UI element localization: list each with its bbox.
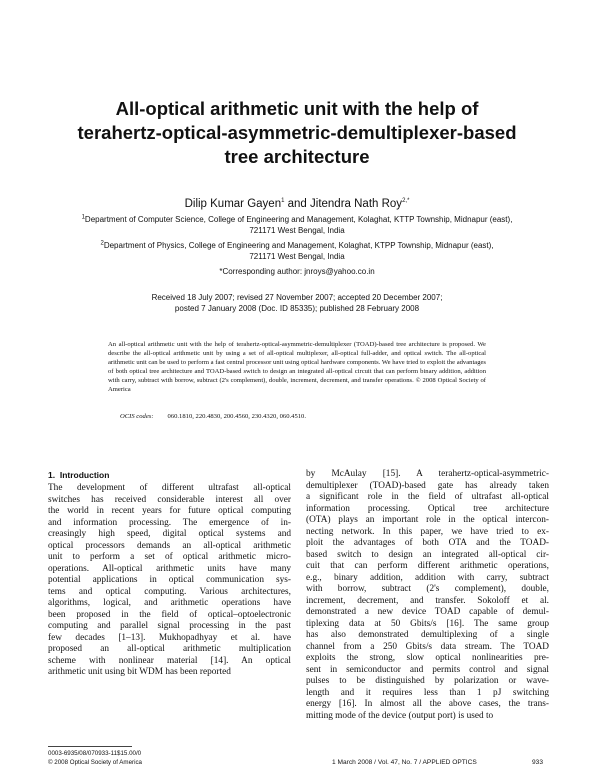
- body-text-line: and information processing. The emergence of in-: [48, 517, 291, 528]
- affiliation-marker: 2: [100, 240, 104, 247]
- ocis-values: 060.1810, 220.4830, 200.4560, 230.4320, 060.4510.: [167, 413, 306, 420]
- body-text-line: based switch to design an integrated all-optical cir-: [306, 549, 549, 560]
- body-text-line: exploits the strong, slow optical nonlinearities pre-: [306, 653, 549, 663]
- body-text-line: computing and parallel signal processing in the past: [48, 621, 291, 631]
- body-text-line: switches has received considerable interest all over: [48, 494, 291, 505]
- body-text-line: channel from a 250 Gbits/s data stream. The TOAD: [306, 641, 549, 652]
- page-number: 933: [532, 759, 544, 766]
- body-text-line: tems and optical computing. Various architectures,: [48, 586, 291, 597]
- section-heading: [48, 470, 109, 480]
- body-text-line: length and it requires less than 1 pJ switching: [306, 687, 549, 698]
- affiliation-text: Department of Physics, College of Engineering and Management, Kolaghat, KTPP Township, Midnapur (east),: [103, 241, 494, 250]
- author-affiliation-marker: 1: [281, 198, 285, 205]
- dates-line: Received 18 July 2007; revised 27 November 2007; accepted 20 December 2007;: [151, 293, 443, 302]
- body-text-line: scheme with nonlinear material [14]. An optical: [48, 655, 291, 666]
- body-text-line: operations. All-optical arithmetic units have many: [48, 563, 291, 574]
- body-column-left: [48, 483, 291, 679]
- section-number: 1.: [48, 470, 56, 480]
- affiliation-text: 721171 West Bengal, India: [249, 226, 345, 235]
- body-text-line: The development of different ultrafast all-optical: [48, 483, 291, 493]
- corresponding-author: *Corresponding author: jnroys@yahoo.co.in: [219, 267, 375, 276]
- body-text-line: demonstrated a new device TOAD capable of demul-: [306, 607, 549, 617]
- issn-footnote: 0003-6935/08/070933-11$15.00/0: [48, 750, 142, 757]
- body-text-line: the world in recent years for future optical computing: [48, 506, 291, 516]
- copyright-footnote: © 2008 Optical Society of America: [48, 759, 142, 766]
- body-text-line: demultiplexer (TOAD)-based gate has already taken: [306, 480, 549, 491]
- publication-dates: [30, 292, 564, 314]
- body-text-line: been proposed in the field of optical–optoelectronic: [48, 609, 291, 620]
- title-line: All-optical arithmetic unit with the help of: [115, 98, 479, 119]
- title-line: terahertz-optical-asymmetric-demultiplexer-based: [77, 122, 517, 143]
- body-text-line: ploit the advantages of both OTA and the TOAD-: [306, 538, 549, 548]
- body-text-line: potential applications in optical communication sys-: [48, 575, 291, 585]
- running-footer: 1 March 2008 / Vol. 47, No. 7 / APPLIED OPTICS: [332, 759, 477, 766]
- paper-title: [40, 97, 554, 169]
- body-text-line: arithmetic unit using bit WDM has been reported: [48, 667, 231, 677]
- body-text-line: has also demonstrated demultiplexing of a single: [306, 630, 549, 640]
- affiliation-2: [30, 240, 564, 262]
- body-column-right: [306, 469, 549, 722]
- affiliation-text: 721171 West Bengal, India: [249, 252, 345, 261]
- body-text-line: unit to perform a set of optical arithmetic micro-: [48, 552, 291, 562]
- body-text-line: by McAulay [15]. A terahertz-optical-asymmetric-: [306, 469, 549, 479]
- body-text-line: algorithms, logical, and arithmetic operations have: [48, 598, 291, 608]
- affiliation-text: Department of Computer Science, College of Engineering and Management, Kolaghat, KTTP Township, Midnapur (east),: [84, 215, 513, 224]
- dates-line: posted 7 January 2008 (Doc. ID 85335); published 28 February 2008: [174, 304, 420, 313]
- section-title: Introduction: [59, 470, 110, 480]
- affiliation-1: [30, 214, 564, 236]
- title-line: tree architecture: [224, 146, 370, 167]
- body-text-line: pulses to be distinguished by polarization or wave-: [306, 676, 549, 686]
- body-text-line: mitting mode of the device (output port) is used to: [306, 710, 494, 721]
- body-text-line: information processing. Optical tree architecture: [306, 503, 549, 514]
- author-affiliation-marker: 2,*: [402, 198, 410, 205]
- ocis-label: OCIS codes:: [120, 413, 154, 420]
- body-text-line: a significant role in the field of ultrafast all-optical: [306, 492, 549, 502]
- body-text-line: tiplexing data at 50 Gbits/s [16]. The same group: [306, 618, 549, 629]
- author-list: [30, 198, 564, 210]
- body-text-line: with borrow, subtract (2's complement), double,: [306, 584, 549, 594]
- ocis-codes: [120, 413, 306, 420]
- body-text-line: (OTA) plays an important role in the optical intercon-: [306, 515, 549, 525]
- author-name: Dilip Kumar Gayen: [184, 198, 282, 210]
- body-text-line: proposed an all-optical arithmetic multiplication: [48, 644, 291, 654]
- abstract: An all-optical arithmetic unit with the help of terahertz-optical-asymmetric-demultiplexer (TOAD)-based tree architecture is proposed. We describe the all-optical arithmetic unit by using a set of all-optical multiplexer, all-optical full-adder, and optical switch. The all-optical arithmetic unit can be used to perform a fast central processor unit using optical hardware components. We have tried to exploit the advantages of both optical tree architecture and TOAD-based switch to design an integrated all-optical circuit that can perform binary addition, addition with carry, subtract with borrow, subtract (2's complement), double, increment, decrement, and transfer operations. © 2008 Optical Society of America: [108, 341, 486, 393]
- body-text-line: energy [16]. In almost all the above cases, the trans-: [306, 699, 549, 709]
- body-text-line: necting network. In this paper, we have tried to ex-: [306, 526, 549, 537]
- affiliation-marker: 1: [81, 214, 85, 221]
- author-name: Jitendra Nath Roy: [310, 198, 403, 210]
- body-text-line: e.g., binary addition, addition with carry, subtract: [306, 572, 549, 583]
- body-text-line: few decades [1–13]. Mukhopadhyay et al. have: [48, 632, 291, 643]
- body-text-line: optical processors demands an all-optical arithmetic: [48, 540, 291, 551]
- footnote-divider: [48, 746, 132, 747]
- author-separator: and: [284, 198, 311, 210]
- body-text-line: sent in semiconductor and permits control and signal: [306, 664, 549, 675]
- body-text-line: creasingly high speed, digital optical systems and: [48, 529, 291, 539]
- body-text-line: cuit that can perform different arithmetic operations,: [306, 561, 549, 571]
- body-text-line: increment, decrement, and transfer. Sokoloff et al.: [306, 595, 549, 606]
